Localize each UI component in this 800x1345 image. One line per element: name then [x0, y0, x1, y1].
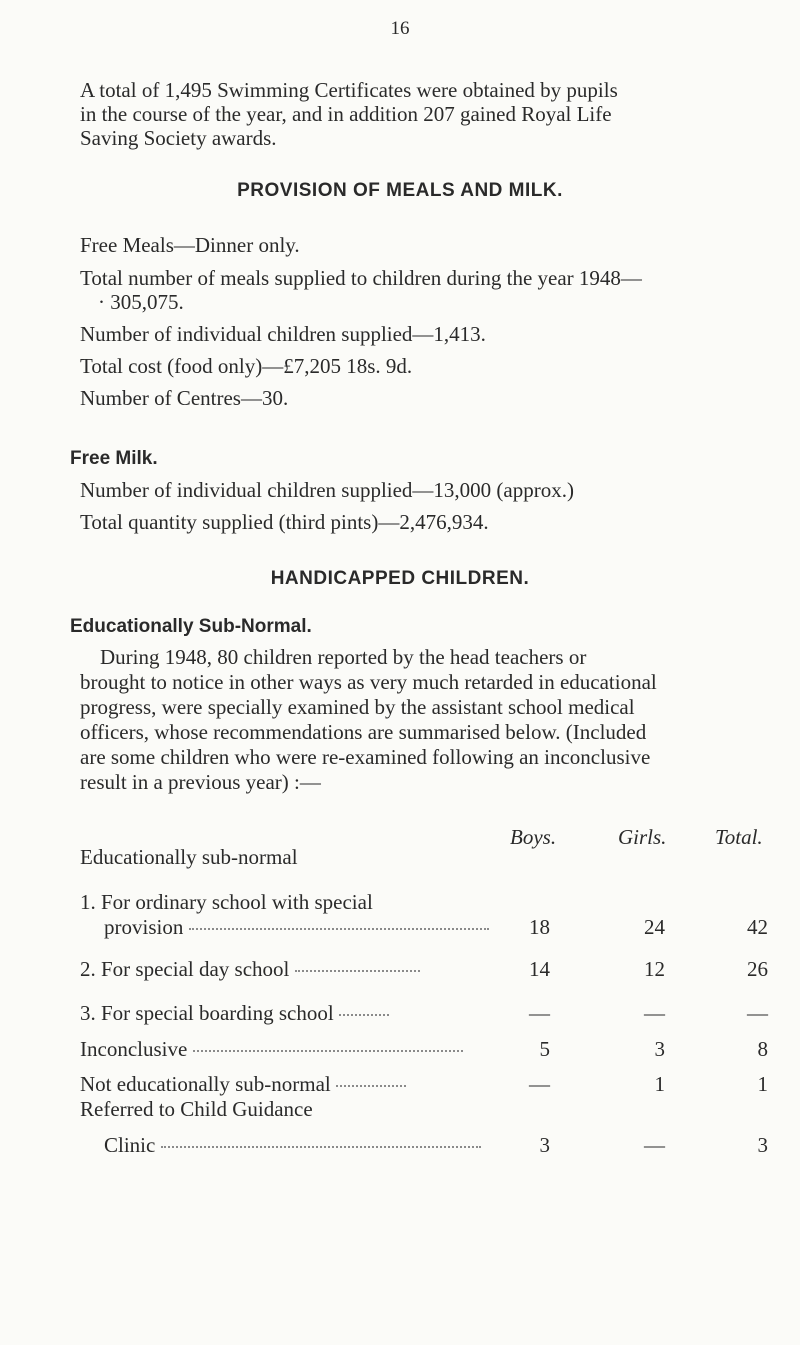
row-1-label-cont — [104, 915, 489, 940]
row-4-label-text: Inconclusive — [80, 1037, 188, 1061]
table-region — [0, 150, 800, 1345]
milk-children-line: Number of individual children supplied—13,000 (approx.) — [80, 478, 574, 502]
leader-dots — [339, 1014, 389, 1016]
row-5-label — [80, 1072, 406, 1097]
row-4-girls: 3 — [654, 1037, 665, 1061]
col-girls: Girls. — [618, 825, 667, 849]
intro-line-3: Saving Society awards. — [80, 126, 277, 150]
esn-subheading: Educationally Sub-Normal. — [70, 616, 312, 637]
table-section-label: Educationally sub-normal — [80, 845, 298, 869]
individual-children-meals: Number of individual children supplied—1,413. — [80, 322, 486, 346]
leader-dots — [336, 1085, 406, 1087]
total-meals-number: 305,075. — [110, 290, 184, 314]
total-meals-line: Total number of meals supplied to children during the year 1948— — [80, 266, 642, 290]
row-4-boys: 5 — [539, 1037, 550, 1061]
col-boys: Boys. — [510, 825, 557, 849]
row-1-girls: 24 — [644, 915, 665, 939]
row-6-total: 3 — [757, 1133, 768, 1157]
row-4-total: 8 — [757, 1037, 768, 1061]
handicapped-heading: HANDICAPPED CHILDREN. — [270, 568, 530, 589]
leader-dots — [161, 1146, 481, 1148]
para-line-3: progress, were specially examined by the assistant school medical — [80, 695, 635, 719]
row-2-label-text: 2. For special day school — [80, 957, 290, 981]
leader-dots — [295, 970, 420, 972]
para-line-4: officers, whose recommendations are summarised below. (Included — [80, 720, 647, 744]
row-4-label — [80, 1037, 463, 1062]
para-line-1: During 1948, 80 children reported by the head teachers or — [100, 645, 587, 669]
free-milk-heading: Free Milk. — [70, 448, 158, 469]
row-5-girls: 1 — [654, 1072, 665, 1096]
row-2-total: 26 — [747, 957, 768, 981]
col-total: Total. — [715, 825, 763, 849]
row-1-label: 1. For ordinary school with special — [80, 890, 373, 914]
para-line-6: result in a previous year) :— — [80, 770, 321, 794]
row-3-boys: — — [529, 1001, 550, 1025]
row-3-label-text: 3. For special boarding school — [80, 1001, 334, 1025]
row-3-label — [80, 1001, 389, 1026]
total-cost-line: Total cost (food only)—£7,205 18s. 9d. — [80, 354, 413, 378]
row-5-label-text: Not educationally sub-normal — [80, 1072, 331, 1096]
row-2-label — [80, 957, 420, 982]
meals-heading: PROVISION OF MEALS AND MILK. — [237, 180, 563, 201]
row-6-label: Referred to Child Guidance — [80, 1097, 313, 1121]
row-5-boys: — — [529, 1072, 550, 1096]
row-2-boys: 14 — [529, 957, 550, 981]
row-2-girls: 12 — [644, 957, 665, 981]
row-6-boys: 3 — [539, 1133, 550, 1157]
para-line-5: are some children who were re-examined following an inconclusive — [80, 745, 651, 769]
page-number: 16 — [390, 18, 410, 39]
row-3-girls: — — [644, 1001, 665, 1025]
row-6-label-cont-text: Clinic — [104, 1133, 156, 1157]
total-meals-value: · 305,075. — [98, 290, 184, 314]
row-6-label-cont — [104, 1133, 481, 1158]
row-3-total: — — [747, 1001, 768, 1025]
row-1-total: 42 — [747, 915, 768, 939]
para-line-2: brought to notice in other ways as very much retarded in educational — [80, 670, 657, 694]
intro-line-2: in the course of the year, and in addition 207 gained Royal Life — [80, 102, 612, 126]
leader-dots — [189, 928, 489, 930]
row-1-label-cont-text: provision — [104, 915, 184, 939]
free-meals-line: Free Meals—Dinner only. — [80, 233, 300, 257]
milk-quantity-line: Total quantity supplied (third pints)—2,476,934. — [80, 510, 489, 534]
row-1-boys: 18 — [529, 915, 550, 939]
centres-line: Number of Centres—30. — [80, 386, 289, 410]
intro-line-1: A total of 1,495 Swimming Certificates were obtained by pupils — [80, 78, 618, 102]
row-6-girls: — — [644, 1133, 665, 1157]
leader-dots — [193, 1050, 463, 1052]
row-5-total: 1 — [757, 1072, 768, 1096]
